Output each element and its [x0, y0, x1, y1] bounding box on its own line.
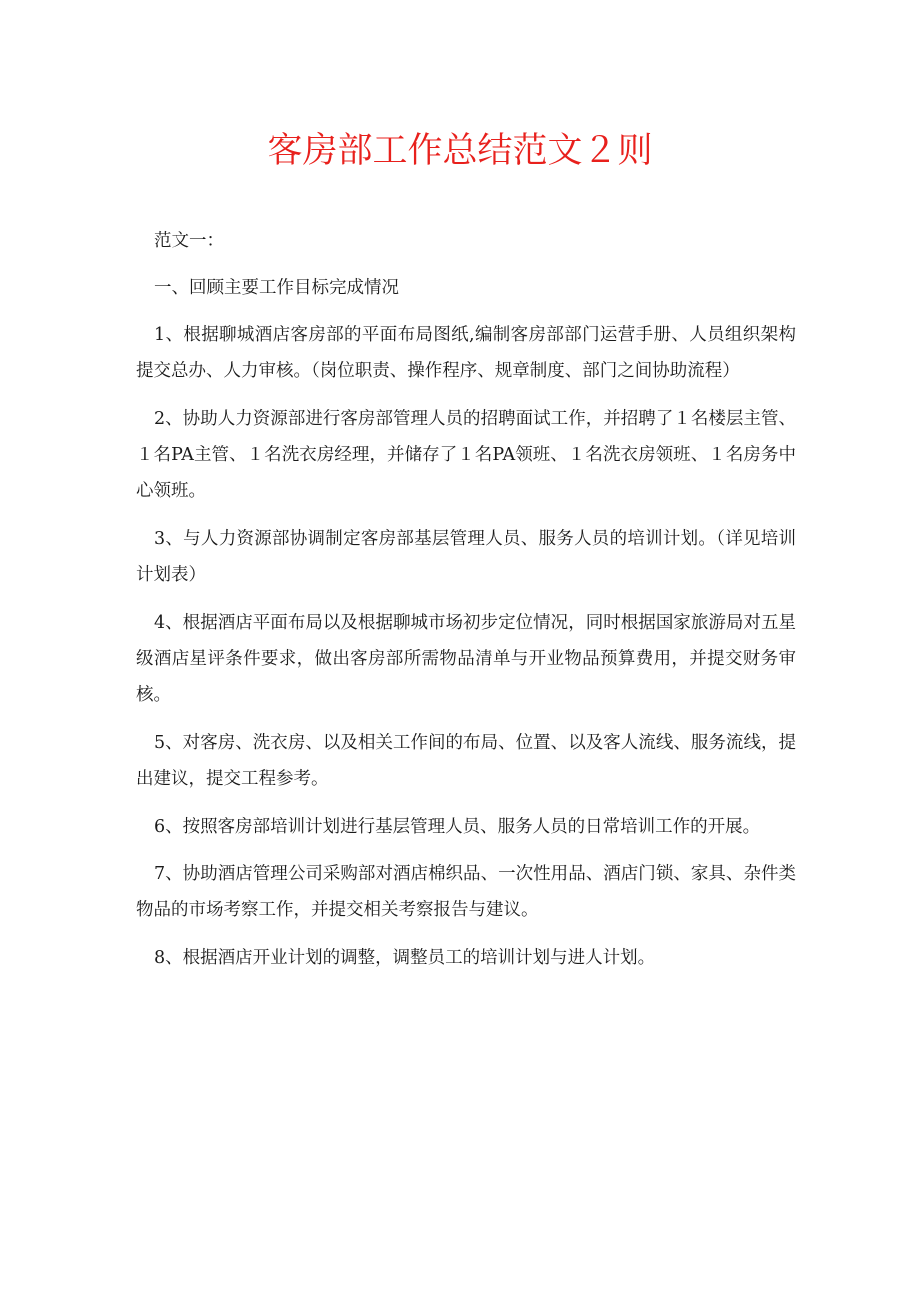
- list-item: 4、根据酒店平面布局以及根据聊城市场初步定位情况，同时根据国家旅游局对五星级酒店星评条件要求，做出客房部所需物品清单与开业物品预算费用，并提交财务审核。: [136, 613, 796, 705]
- document-title: 客房部工作总结范文２则: [267, 131, 653, 171]
- list-item: 1、根据聊城酒店客房部的平面布局图纸,编制客房部部门运营手册、人员组织架构提交总办、人力审核。（岗位职责、操作程序、规章制度、部门之间协助流程）: [136, 325, 796, 381]
- list-item: 7、协助酒店管理公司采购部对酒店棉织品、一次性用品、酒店门锁、家具、杂件类物品的市场考察工作，并提交相关考察报告与建议。: [136, 864, 796, 920]
- list-item: 6、按照客房部培训计划进行基层管理人员、服务人员的日常培训工作的开展。: [154, 817, 761, 837]
- list-item: 5、对客房、洗衣房、以及相关工作间的布局、位置、以及客人流线、服务流线，提出建议，提交工程参考。: [136, 733, 796, 789]
- section-label: 范文一：: [154, 231, 224, 251]
- section-heading: 一、回顾主要工作目标完成情况: [154, 278, 399, 298]
- list-item: 3、与人力资源部协调制定客房部基层管理人员、服务人员的培训计划。（详见培训计划表）: [136, 529, 796, 585]
- list-item: 8、根据酒店开业计划的调整，调整员工的培训计划与进人计划。: [154, 948, 656, 968]
- document-body: [136, 223, 796, 987]
- list-item: 2、协助人力资源部进行客房部管理人员的招聘面试工作，并招聘了１名楼层主管、１名PA主管、１名洗衣房经理，并储存了１名PA领班、１名洗衣房领班、１名房务中心领班。: [136, 409, 796, 501]
